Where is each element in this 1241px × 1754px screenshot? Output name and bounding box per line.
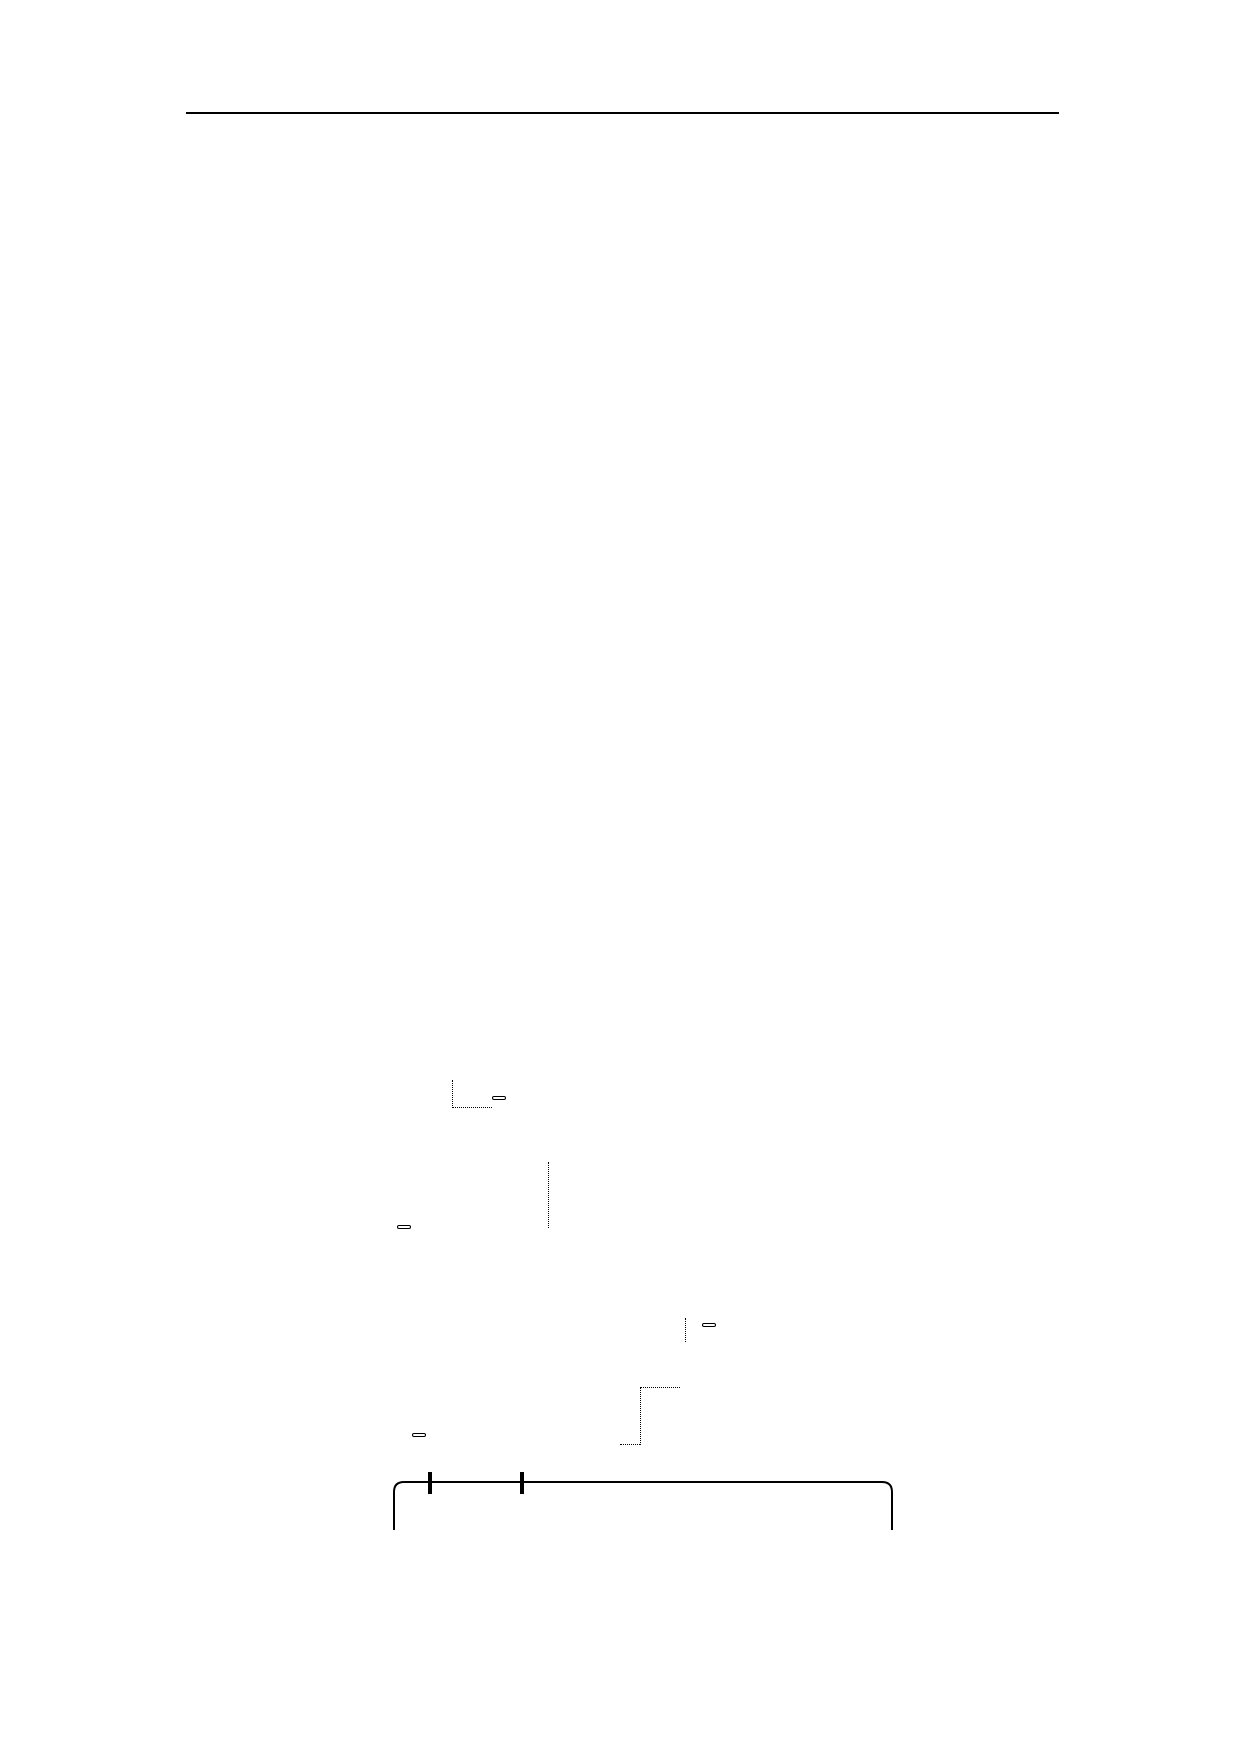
connector: [685, 1318, 686, 1342]
question-1: [186, 1542, 1059, 1594]
source-4: [400, 1362, 920, 1424]
source-3-line-1: [400, 1262, 920, 1293]
source-2-line-3: [400, 1195, 920, 1226]
header-rule: [186, 112, 1059, 114]
source-4-tag: [412, 1433, 426, 1437]
try-it-frame: [392, 1470, 894, 1532]
question-text: [186, 1542, 1059, 1594]
hint-line-2: [186, 817, 1059, 869]
connector: [548, 1162, 549, 1228]
source-1-tag: [492, 1096, 506, 1100]
try-it-banner: [392, 1470, 894, 1532]
source-2-tag: [397, 1225, 411, 1229]
hint-line-3: [186, 869, 1059, 921]
connector: [640, 1387, 641, 1445]
connector: [640, 1387, 680, 1388]
connector: [452, 1107, 492, 1108]
keypoint-2: [186, 713, 1059, 765]
source-2-line-2: [400, 1164, 920, 1195]
source-2: [400, 1133, 920, 1226]
connector: [452, 1080, 453, 1108]
connector: [620, 1444, 640, 1445]
source-3: [400, 1262, 920, 1324]
source-1: [400, 1018, 920, 1080]
hint-block: [186, 765, 1059, 973]
source-3-tag: [702, 1323, 716, 1327]
hint-line-4: [186, 921, 1059, 973]
